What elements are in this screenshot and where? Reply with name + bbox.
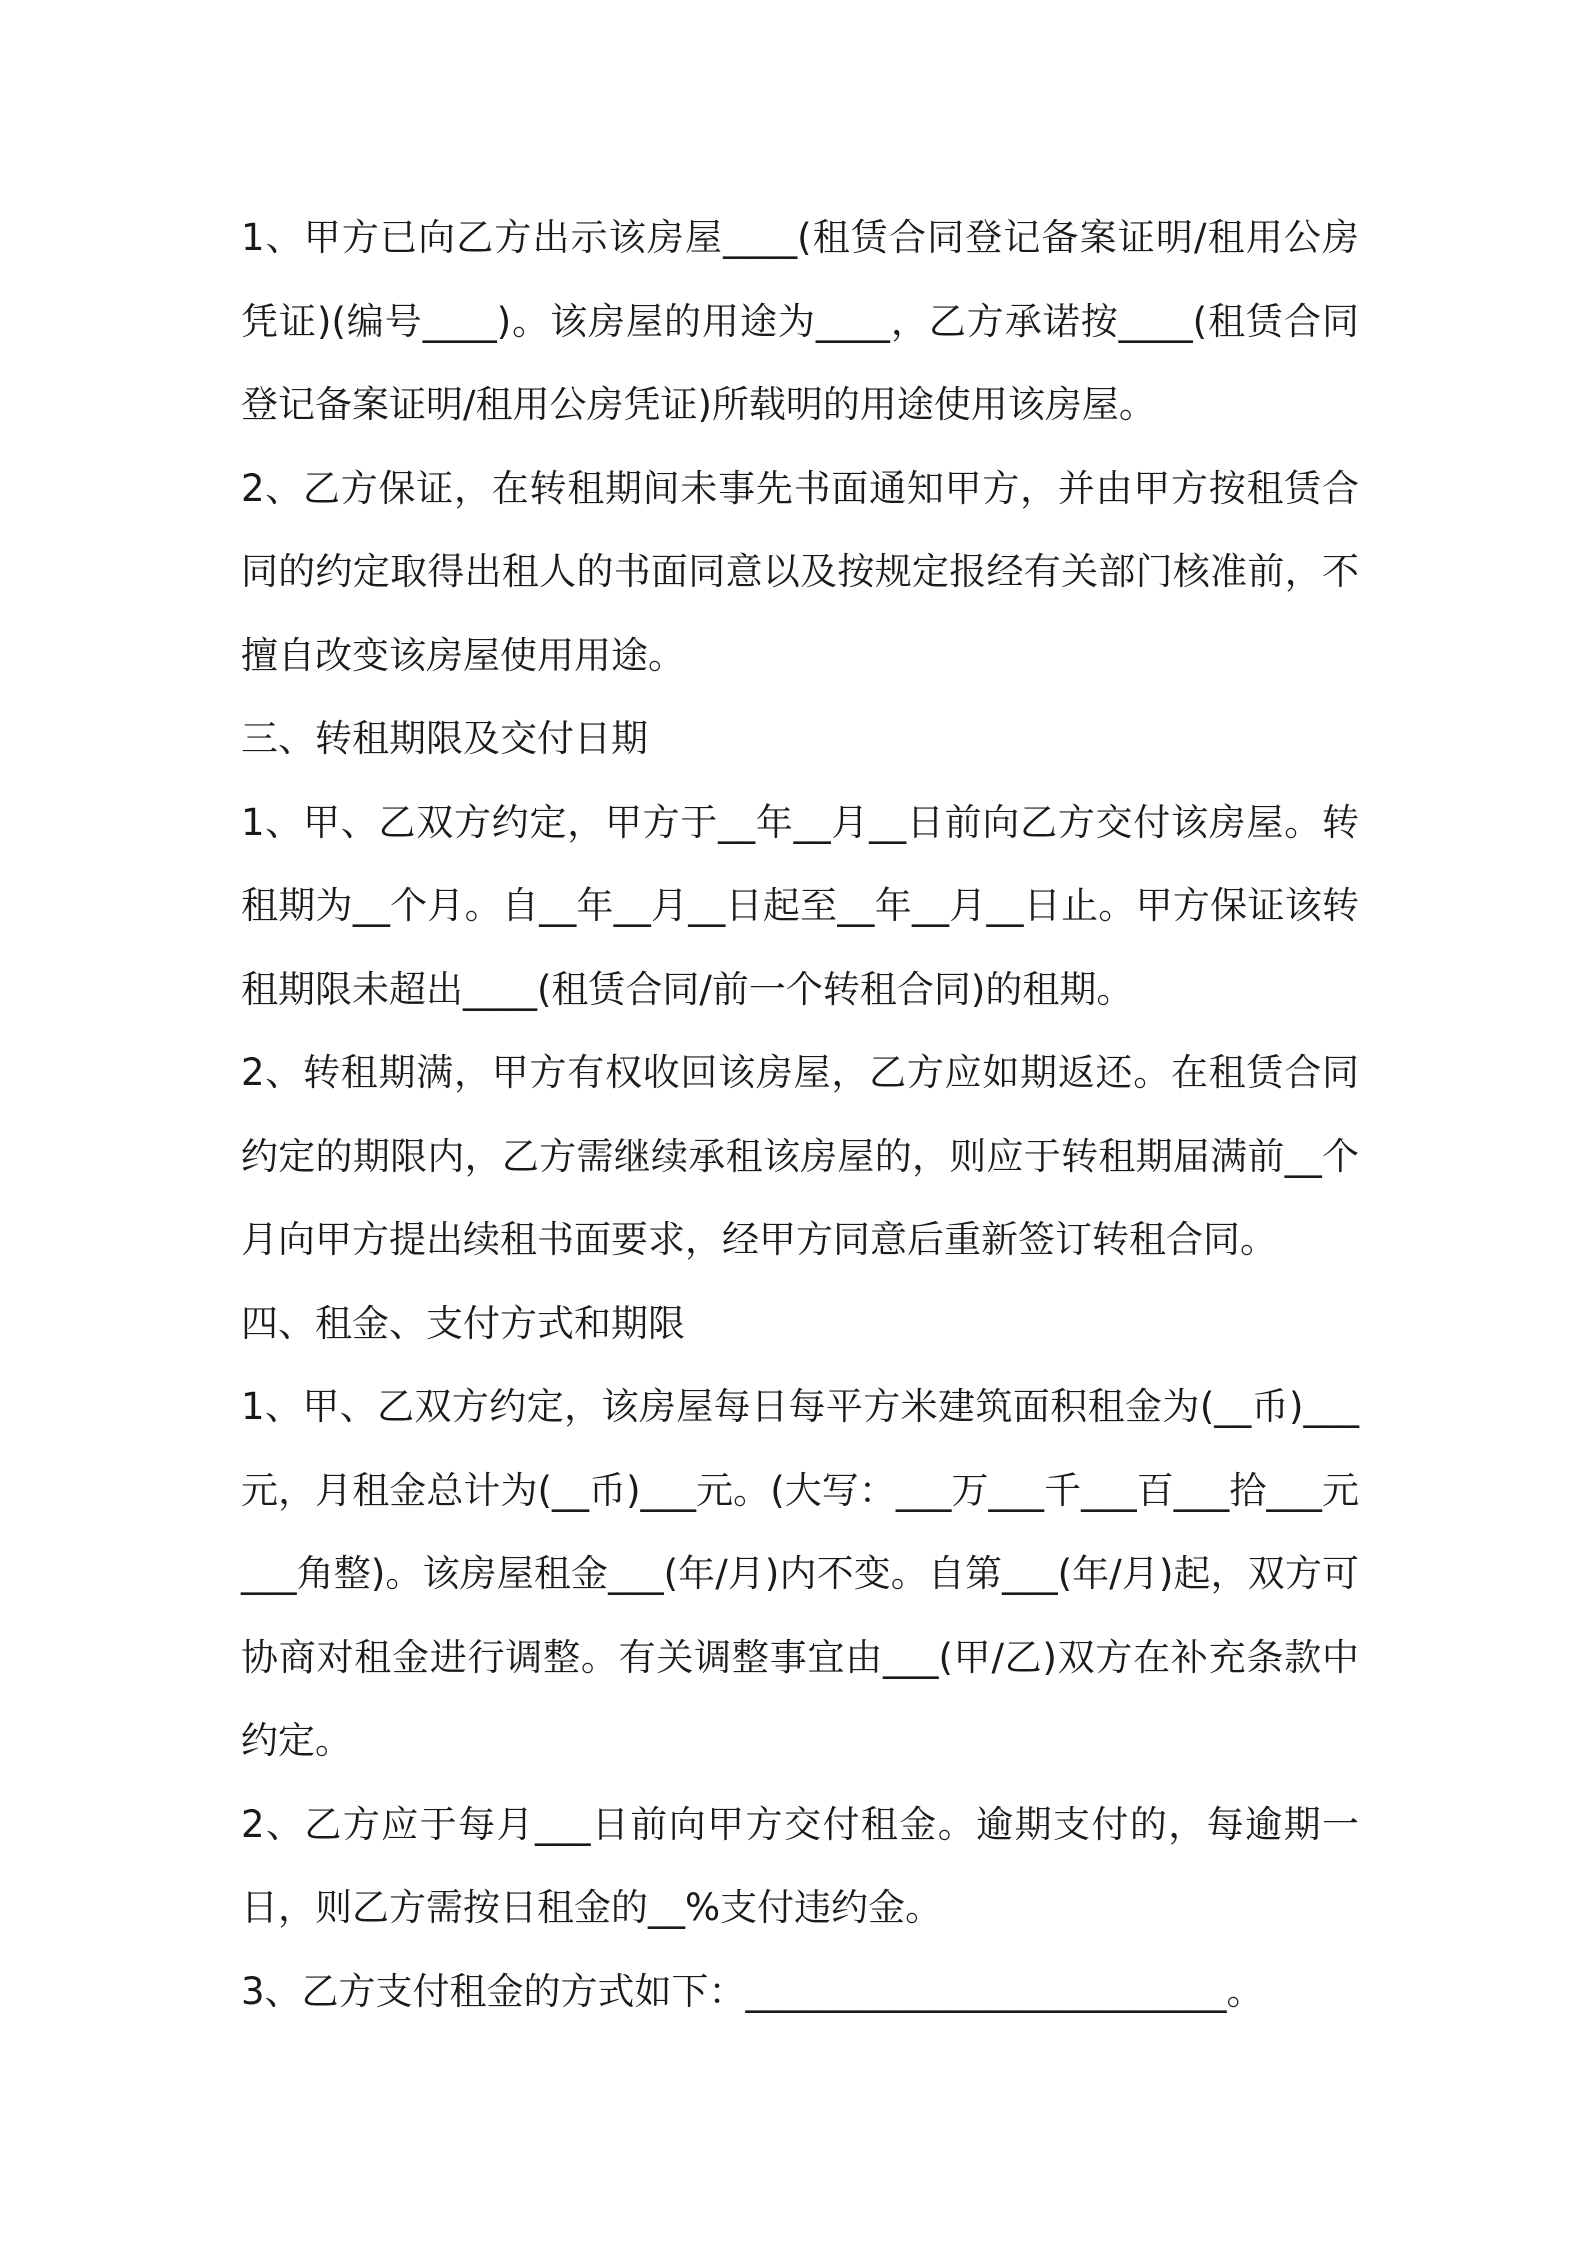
section-heading: 四、租金、支付方式和期限 [241,1301,685,1345]
document-body [241,196,1359,2033]
clause-paragraph: 1、甲方已向乙方出示该房屋____(租赁合同登记备案证明/租用公房凭证)(编号____)。该房屋的用途为____，乙方承诺按____(租赁合同登记备案证明/租用公房凭证)所载明的用途使用该房屋。 [241,216,1359,426]
clause-paragraph: 2、转租期满，甲方有权收回该房屋，乙方应如期返还。在租赁合同约定的期限内，乙方需继续承租该房屋的，则应于转租期届满前__个月向甲方提出续租书面要求，经甲方同意后重新签订转租合同。 [241,1051,1359,1261]
clause-paragraph: 1、甲、乙双方约定，该房屋每日每平方米建筑面积租金为(__币)___元，月租金总计为(__币)___元。(大写：___万___千___百___拾___元___角整)。该房屋租金___(年/月)内不变。自第___(年/月)起，双方可协商对租金进行调整。有关调整事宜由___(甲/乙)双方在补充条款中约定。 [241,1385,1359,1762]
clause-paragraph: 2、乙方保证，在转租期间未事先书面通知甲方，并由甲方按租赁合同的约定取得出租人的书面同意以及按规定报经有关部门核准前，不擅自改变该房屋使用用途。 [241,466,1359,677]
clause-paragraph: 2、乙方应于每月___日前向甲方交付租金。逾期支付的，每逾期一日，则乙方需按日租金的__%支付违约金。 [241,1802,1359,1929]
clause-paragraph: 3、乙方支付租金的方式如下：__________________________。 [241,1969,1264,2013]
section-heading: 三、转租期限及交付日期 [241,717,648,760]
clause-paragraph: 1、甲、乙双方约定，甲方于__年__月__日前向乙方交付该房屋。转租期为__个月。自__年__月__日起至__年__月__日止。甲方保证该转租期限未超出____(租赁合同/前一个转租合同)的租期。 [241,800,1359,1011]
